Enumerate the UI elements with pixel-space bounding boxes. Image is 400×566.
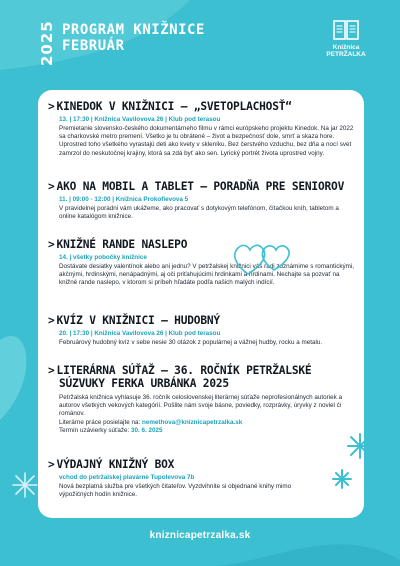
event-meta: vchod do petržalskej plavárne Tupolevova 7b: [59, 474, 195, 481]
event-literarna-sutaz: [48, 364, 360, 435]
event-description: Februárový hudobný kvíz v sebe nesie 30 otázok z populárnej a vážnej hudby, rocku a metalu.: [59, 339, 323, 346]
title-line1: PROGRAM KNIŽNICE: [62, 22, 205, 38]
logo-text-line1: Knižnica: [332, 44, 360, 51]
event-kviz: [48, 314, 360, 347]
header: [0, 0, 400, 90]
email-link[interactable]: nemethova@kniznicapetrzalka.sk: [141, 418, 243, 426]
event-meta: 20. | 17:30 | Knižnica Vavilovova 26 | Klub pod terasou: [59, 330, 221, 337]
event-knizny-box: [48, 458, 360, 499]
event-title: > VÝDAJNÝ KNIŽNÝ BOX: [48, 458, 175, 471]
page-title: [62, 22, 205, 54]
hearts-icon: [232, 238, 294, 278]
event-description: Petržalská knižnica vyhlasuje 36. ročník celoslovenskej literárnej súťaže neprofesionálnych autoriek a autorov všetkých vekových kategórií. Pošlite nám svoje básne, poviedky, rozprávky, úryvky z noviel či románov.: [59, 394, 343, 418]
arrow-icon: >: [48, 238, 55, 251]
event-title: > KVÍZ V KNIŽNICI – HUDOBNÝ: [48, 314, 220, 327]
email-line: Literárne práce posielajte na: nemethova@kniznicapetrzalka.sk: [59, 418, 243, 426]
event-meta: 14. | všetky pobočky knižnice: [59, 254, 147, 261]
arrow-icon: >: [48, 180, 55, 193]
event-meta: 11. | 09:00 - 12:00 | Knižnica Prokofievova 5: [59, 196, 189, 203]
event-title: > AKO NA MOBIL A TABLET – PORADŇA PRE SENIOROV: [48, 180, 345, 193]
library-logo: [316, 20, 376, 76]
event-description: Nová bezplatná služba pre všetkých čitateľov. Vyzdvihnite si objednané knihy mimo výpožičných hodín knižnice.: [59, 483, 292, 499]
event-title: > LITERÁRNA SÚŤAŽ – 36. ROČNÍK PETRŽALSKÉ: [48, 364, 312, 377]
deadline-line: Termín uzávierky súťaže: 30. 6. 2025: [59, 426, 163, 434]
event-title: > KINEDOK V KNIŽNICI – „SVETOPLACHOSŤ“: [48, 100, 292, 113]
arrow-icon: >: [48, 314, 55, 327]
footer-url[interactable]: kniznicapetrzalka.sk: [149, 530, 251, 541]
event-mobil-tablet: [48, 180, 360, 221]
arrow-icon: >: [48, 100, 55, 113]
snowflakes-icon: [330, 430, 390, 500]
year-label: 2025: [38, 20, 56, 66]
arrow-icon: >: [48, 364, 55, 377]
event-knizne-rande: [48, 238, 360, 288]
event-kinedok: [48, 100, 360, 158]
event-title: > KNIŽNÉ RANDE NASLEPO: [48, 238, 188, 251]
event-description: Dostávate desiatky valentínok alebo ani jednu? V petržalskej knižnici vás radi zoznámime s romantickými, akčnými, hrdinskými, nenápadnými, aj oči priťahujúcimi hrdinkami a hrdinami. Nechajte sa pozvať na knižné rande naslepo, v ktorom si príbeh hľadáte podľa našich malých indícií.: [59, 263, 355, 287]
book-icon: [333, 20, 359, 42]
deadline-date: 30. 6. 2025: [131, 426, 163, 434]
event-description: V pravidelnej poradni vám ukážeme, ako pracovať s dotykovým telefónom, čítačkou kníh, tabletom a online katalógom knižnice.: [59, 205, 339, 221]
snowflake-icon: [10, 470, 40, 500]
title-line2: FEBRUÁR: [62, 38, 125, 54]
event-meta: 13. | 17:30 | Knižnica Vavilovova 26 | Klub pod terasou: [59, 116, 221, 123]
event-title-line2: SÚZVUKY FERKA URBÁNKA 2025: [59, 377, 229, 390]
event-description: Premietanie slovensko-českého dokumentárneho filmu v rámci európskeho projektu Kinedok. Na jar 2022 sa charkovské metro premení. Všetko je tu obrátené – život a bezpečnosť dole, smrť a skaza hore. Uprostred toho všetkého vyrastajú deti ako kvety v skleníku. Bez čerstvého vzduchu, bez dňa a nocí svet zamrzol do neskutočnej krajiny, ktorá sa zdá byť ako sen. Lyrický portrét života uprostred vojny.: [59, 125, 354, 157]
logo-text-line2: PETRŽALKA: [326, 51, 366, 58]
arrow-icon: >: [48, 458, 55, 471]
